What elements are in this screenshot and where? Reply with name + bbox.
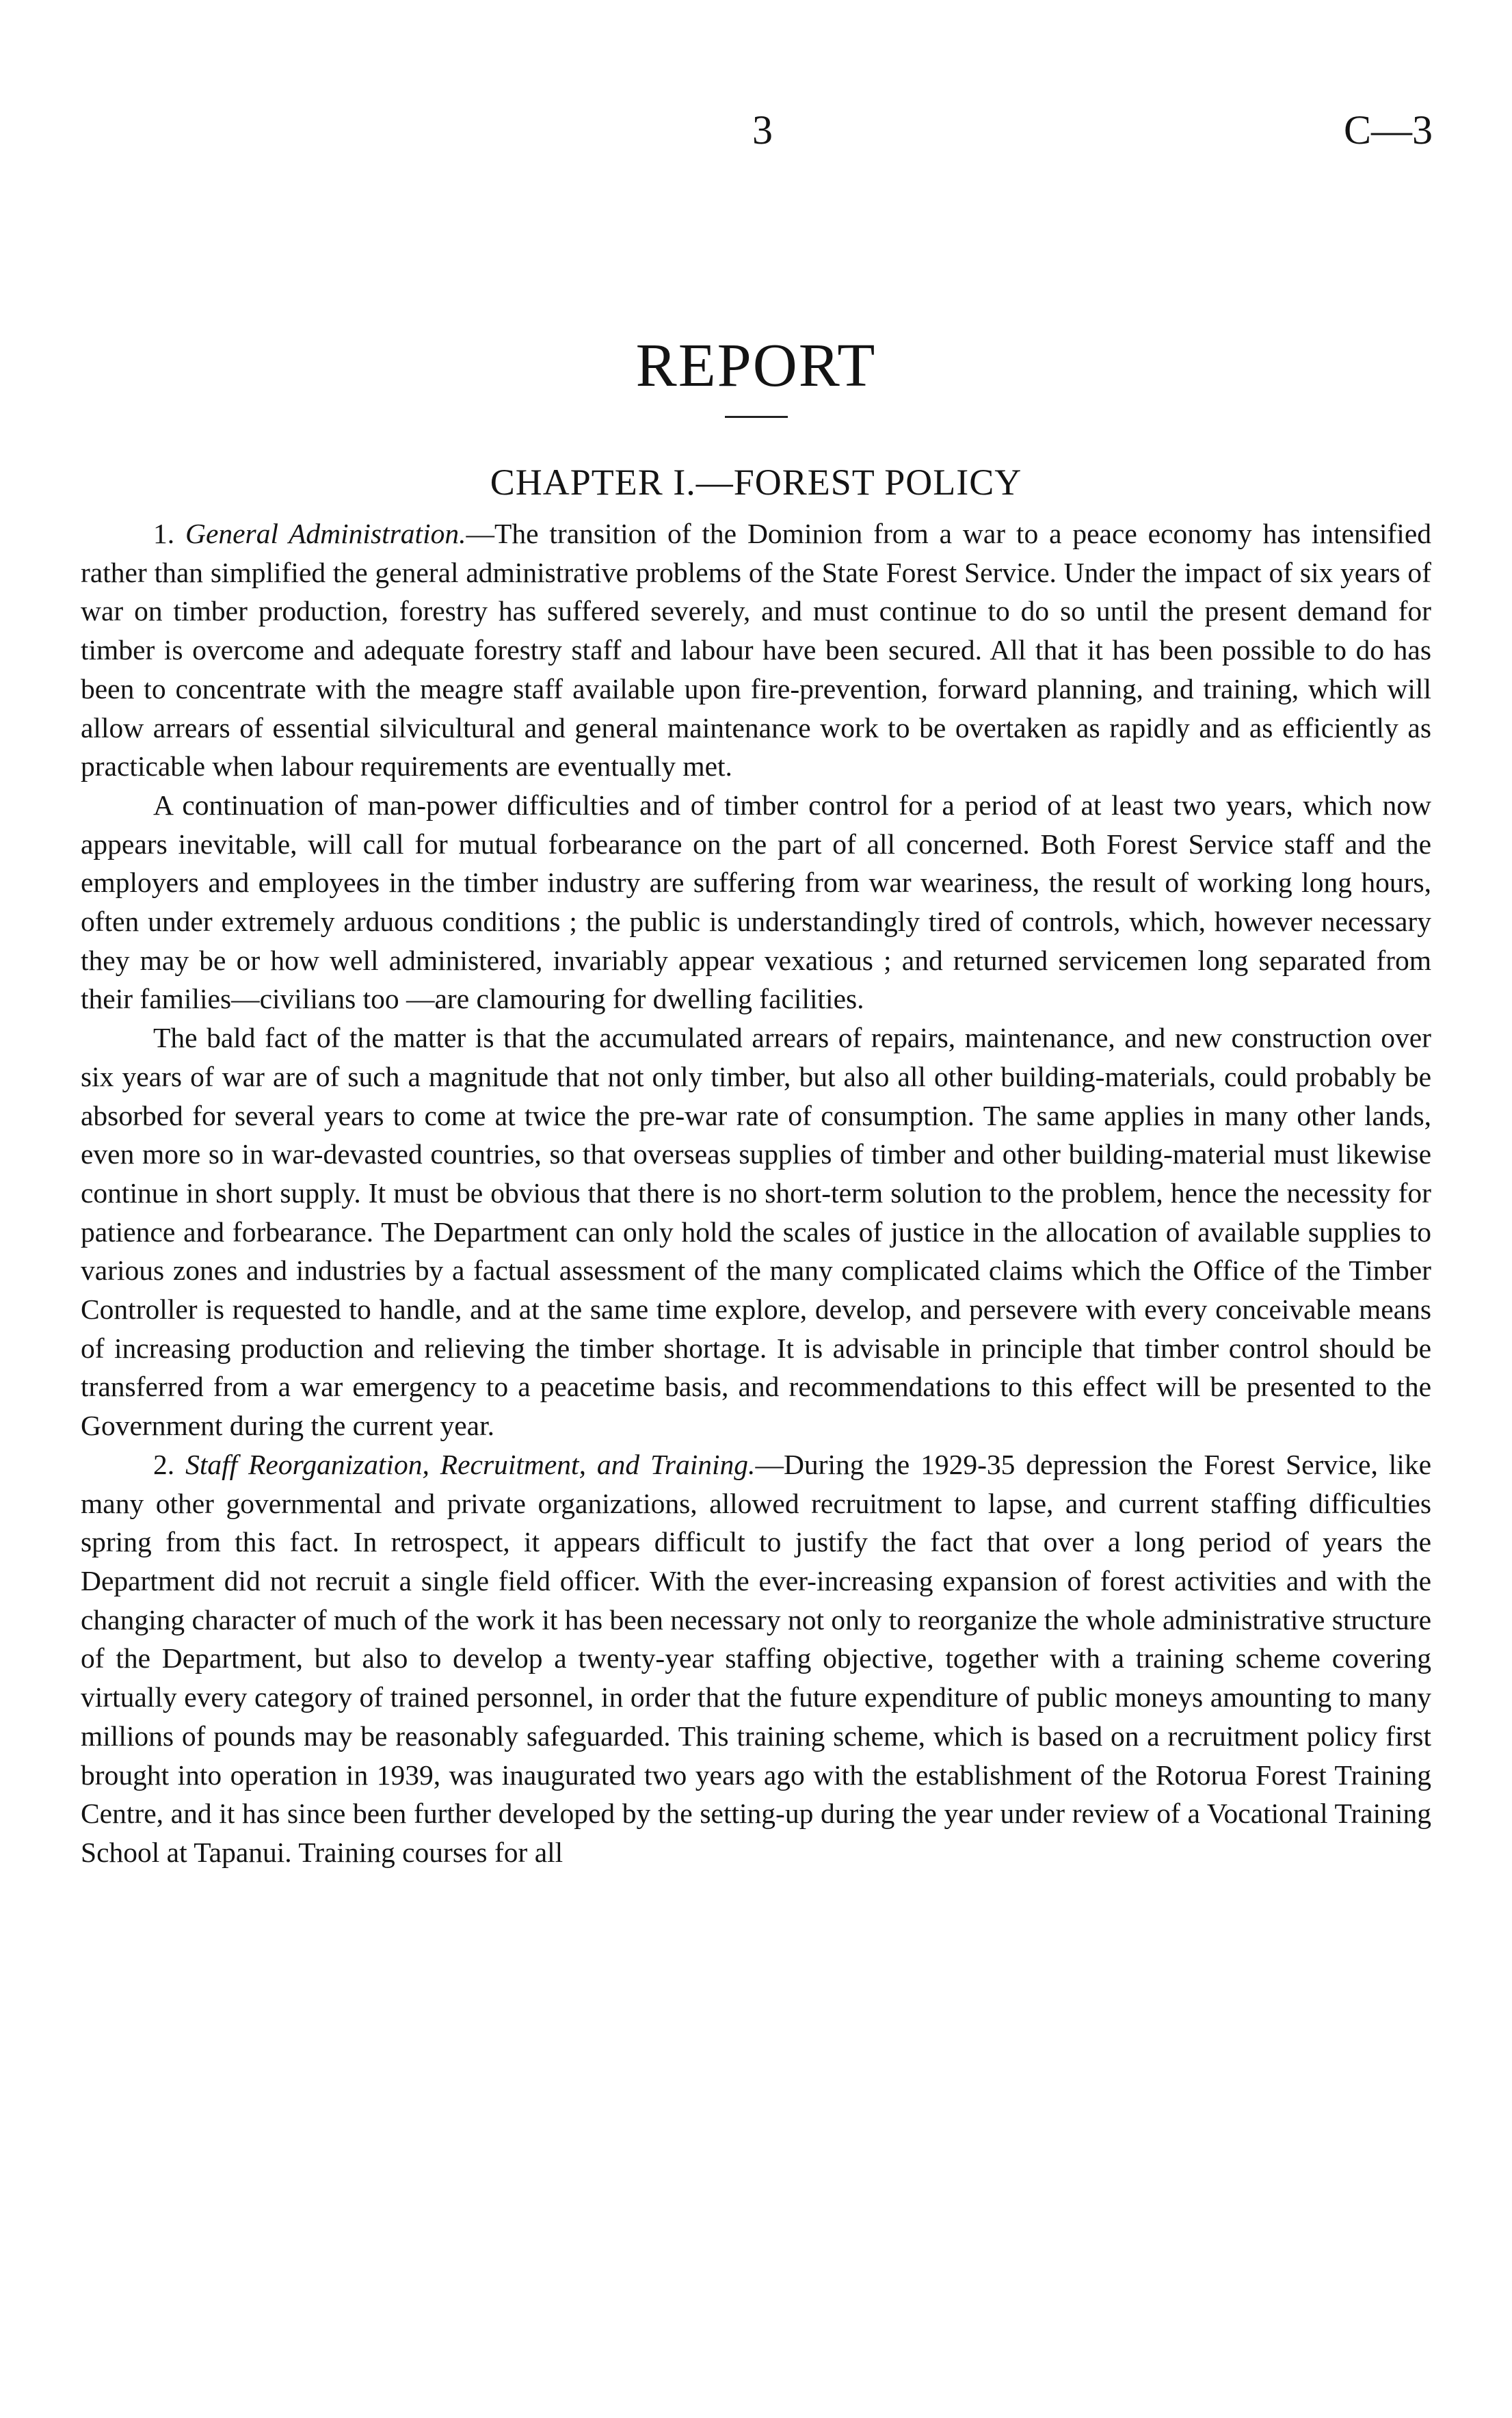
chapter-heading: CHAPTER I.—FOREST POLICY <box>490 462 1022 503</box>
title-divider <box>725 416 788 418</box>
paragraph-staff-reorganization <box>81 1445 1431 1872</box>
report-title: REPORT <box>635 332 877 399</box>
page-header <box>0 103 1512 157</box>
paragraph-text: —The transition of the Dominion from a war to a peace economy has intensified rather than simplified the general administrative problems of the State Forest Service. Under the impact of six years of war on timber production, forestry has suffered severely, and must continue to do so until the present demand for timber is overcome and adequate forestry staff and labour have been secured. All that it has been possible to do has been to concentrate with the meagre staff available upon fire-prevention, forward planning, and training, which will allow arrears of essential silvicultural and general maintenance work to be overtaken as rapidly and as efficiently as practicable when labour requirements are eventually met. <box>81 518 1432 783</box>
paragraph-text: A continuation of man-power difficulties and of timber control for a period of at least two years, which now appears inevitable, will call for mutual forbearance on the part of all concerned. Both Forest Service staff and the employers and employees in the timber industry are suffering from war weariness, the result of working long hours, often under extremely arduous conditions ; the public is understandingly tired of controls, which, however necessary they may be or how well administered, invariably appear vexatious ; and returned servicemen long separated from their families—civilians too —are clamouring for dwelling facilities. <box>81 789 1431 1015</box>
paragraph-number: 1. <box>153 518 175 549</box>
report-body <box>81 514 1431 1872</box>
paragraph-text: —During the 1929-35 depression the Forest Service, like many other governmental and private organizations, allowed recruitment to lapse, and current staffing difficulties spring from this fact. In retrospect, it appears difficult to justify the fact that over a long period of years the Department did not recruit a single field officer. With the ever-increasing expansion of forest activities and with the changing character of much of the work it has been necessary not only to reorganize the whole administrative structure of the Department, but also to develop a twenty-year staffing objective, together with a training scheme covering virtually every category of trained personnel, in order that the future expenditure of public moneys amounting to many millions of pounds may be reasonably safeguarded. This training scheme, which is based on a recruitment policy first brought into operation in 1939, was inaugurated two years ago with the establishment of the Rotorua Forest Training Centre, and it has since been further developed by the setting-up during the year under review of a Vocational Training School at Tapanui. Training courses for all <box>81 1448 1432 1868</box>
paragraph-text: The bald fact of the matter is that the accumulated arrears of repairs, maintenance, and new construction over six years of war are of such a magnitude that not only timber, but also all other building-materials, could probably be absorbed for several years to come at twice the pre-war rate of consumption. The same applies in many other lands, even more so in war-devasted countries, so that overseas supplies of timber and other building-material must likewise continue in short supply. It must be obvious that there is no short-term solution to the problem, hence the necessity for patience and forbearance. The Department can only hold the scales of justice in the allocation of available supplies to various zones and industries by a factual assessment of the many complicated claims which the Office of the Timber Controller is requested to handle, and at the same time explore, develop, and persevere with every conceivable means of increasing production and relieving the timber shortage. It is advisable in principle that timber control should be transferred from a war emergency to a peacetime basis, and recommendations to this effect will be presented to the Government during the current year. <box>81 1022 1431 1442</box>
paragraph-general-administration <box>81 514 1431 786</box>
paragraph-heading: General Administration. <box>185 518 466 549</box>
paragraph-number: 2. <box>153 1448 175 1480</box>
paragraph-timber-shortage <box>81 1019 1431 1445</box>
paragraph-manpower <box>81 786 1431 1019</box>
page-number: 3 <box>752 107 773 153</box>
paragraph-heading: Staff Reorganization, Recruitment, and Training. <box>185 1448 756 1480</box>
document-reference: C—3 <box>1343 107 1433 153</box>
